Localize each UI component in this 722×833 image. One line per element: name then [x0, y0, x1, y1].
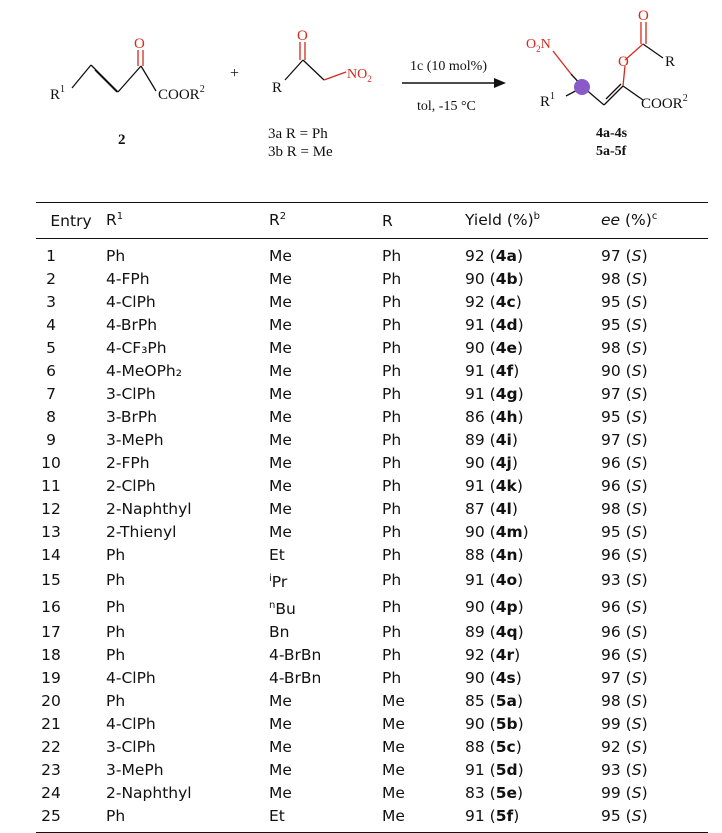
table-row — [36, 314, 708, 337]
configuration: S — [631, 500, 642, 518]
cell-yield: 89 (4i) — [465, 431, 518, 449]
cell-entry: 1 — [46, 247, 56, 265]
cell-entry: 6 — [46, 362, 56, 380]
cell-ee: 96 (S) — [601, 598, 648, 617]
cell-r1: 3-BrPh — [106, 408, 158, 426]
table-row — [36, 521, 708, 544]
cell-entry: 10 — [41, 454, 61, 472]
cell-r2: Me — [269, 431, 292, 449]
table-row — [36, 268, 708, 291]
table-row — [36, 498, 708, 521]
cell-entry: 22 — [41, 738, 61, 757]
compound-label: 4j — [495, 454, 512, 472]
cell-ee: 97 (S) — [601, 431, 648, 449]
cell-yield: 91 (4o) — [465, 571, 524, 590]
compound-label: 4n — [495, 546, 518, 564]
compound-label: 4m — [495, 523, 523, 541]
cell-r: Ph — [382, 316, 402, 334]
cell-r: Ph — [382, 362, 402, 380]
cell-r1: 3-ClPh — [106, 385, 156, 403]
cell-entry: 2 — [46, 270, 56, 288]
header-r1: $R^1$ — [106, 203, 269, 239]
cell-entry: 8 — [46, 408, 56, 426]
compound-label: 5c — [495, 738, 516, 757]
table-row — [36, 594, 708, 621]
table-row — [36, 452, 708, 475]
table-row — [36, 429, 708, 452]
cell-r2: Me — [269, 339, 292, 357]
cell-entry: 4 — [46, 316, 56, 334]
cell-entry: 24 — [41, 784, 61, 803]
cell-entry: 15 — [41, 571, 61, 590]
configuration: S — [631, 546, 642, 564]
cell-ee: 99 (S) — [601, 784, 648, 803]
table-row — [36, 644, 708, 667]
configuration: S — [631, 571, 642, 590]
compound-label: 4p — [495, 598, 518, 617]
cell-r1: 3-MePh — [106, 431, 164, 449]
product-label-4: 4a-4s — [596, 126, 628, 141]
cell-ee: 95 (S) — [601, 293, 648, 311]
cell-r: Ph — [382, 385, 402, 403]
cell-yield: 91 (4g) — [465, 385, 524, 403]
cell-r2: 4-BrBn — [269, 669, 322, 688]
cell-entry: 17 — [41, 623, 61, 642]
cell-entry: 25 — [36, 805, 106, 833]
configuration: S — [631, 784, 642, 803]
table-row — [36, 736, 708, 759]
cell-r: Ph — [382, 500, 402, 518]
table-row — [36, 782, 708, 805]
cell-yield: 89 (4q) — [465, 623, 524, 642]
table-row — [36, 805, 708, 833]
cell-ee: 97 (S) — [601, 669, 648, 688]
reactant-3-nitro: $NO_2$ — [347, 67, 372, 84]
cell-yield: 91 (5d) — [465, 761, 524, 780]
cell-yield: 90 (4j) — [465, 454, 518, 472]
cell-ee: 92 (S) — [601, 738, 648, 757]
cell-ee: 93 (S) — [601, 571, 648, 590]
cell-entry: 3 — [46, 293, 56, 311]
cell-yield: 87 (4l) — [465, 500, 518, 518]
table-row — [36, 475, 708, 498]
configuration: S — [631, 669, 642, 688]
cell-r1: 3-ClPh — [106, 738, 156, 757]
cell-yield: 90 (4s) — [465, 669, 522, 688]
cell-r1: Ph — [106, 598, 126, 617]
cell-r: Ph — [382, 339, 402, 357]
configuration: S — [631, 408, 642, 426]
compound-label: 4i — [495, 431, 512, 449]
compound-label: 4s — [495, 669, 516, 688]
product-label-5: 5a-5f — [596, 144, 627, 159]
table-header-row — [36, 203, 708, 239]
configuration: S — [631, 385, 642, 403]
cell-r: Ph — [382, 646, 402, 665]
cell-ee: 93 (S) — [601, 761, 648, 780]
compound-label: 4l — [495, 500, 512, 518]
reactant-3-label-3b: 3b R = Me — [268, 144, 333, 160]
cell-r: Ph — [382, 247, 402, 265]
cell-r1: 4-BrPh — [106, 316, 158, 334]
cell-r: Ph — [382, 598, 402, 617]
reactant-2-r1: $R^1$ — [50, 84, 66, 103]
cell-r: Ph — [382, 571, 402, 590]
compound-label: 4r — [495, 646, 515, 665]
cell-entry: 5 — [46, 339, 56, 357]
configuration: S — [631, 316, 642, 334]
product-ester-oxygen: O — [618, 54, 629, 70]
cell-r2: Me — [269, 247, 292, 265]
configuration: S — [631, 646, 642, 665]
table-row — [36, 360, 708, 383]
cell-entry: 21 — [41, 715, 61, 734]
cell-r: Ph — [382, 546, 402, 564]
reactant-3-r: R — [272, 80, 283, 96]
configuration: S — [631, 598, 642, 617]
compound-label: 4h — [495, 408, 518, 426]
cell-ee: 98 (S) — [601, 500, 648, 518]
cell-r: Me — [382, 692, 405, 711]
cell-yield: 92 (4a) — [465, 247, 524, 265]
cell-r1: 4-ClPh — [106, 293, 156, 311]
cell-r2: Bn — [269, 623, 290, 642]
cell-r1: 4-ClPh — [106, 669, 156, 688]
compound-label: 4c — [495, 293, 516, 311]
table-row — [36, 544, 708, 567]
table-row — [36, 239, 708, 269]
cell-r2: Me — [269, 477, 292, 495]
reactant-2-number: 2 — [118, 132, 126, 148]
cell-r1: 2-FPh — [106, 454, 150, 472]
cell-entry: 7 — [46, 385, 56, 403]
stereocenter-marker — [574, 79, 590, 95]
cell-r: Ph — [382, 623, 402, 642]
cell-yield: 90 (4m) — [465, 523, 529, 541]
cell-r: Ph — [382, 477, 402, 495]
cell-entry: 13 — [41, 523, 61, 541]
reactant-2-ester: COOR$^2$ — [158, 84, 205, 103]
configuration: S — [631, 692, 642, 711]
cell-yield: 92 (4r) — [465, 646, 521, 665]
table-row — [36, 690, 708, 713]
cell-yield: 86 (4h) — [465, 408, 524, 426]
table-row — [36, 291, 708, 314]
configuration: S — [631, 454, 642, 472]
cell-ee: 98 (S) — [601, 692, 648, 711]
cell-r: Me — [382, 784, 405, 803]
cell-yield: 85 (5a) — [465, 692, 524, 711]
cell-ee: 98 (S) — [601, 270, 648, 288]
cell-entry: 9 — [46, 431, 56, 449]
cell-entry: 11 — [41, 477, 61, 495]
cell-r2: Me — [269, 761, 292, 780]
cell-r: Me — [382, 805, 465, 833]
configuration: S — [631, 523, 642, 541]
cell-yield: 83 (5e) — [465, 784, 524, 803]
r2-prefix: n — [269, 600, 276, 612]
reactant-2-oxygen: O — [134, 36, 145, 52]
cell-r1: 2-Thienyl — [106, 523, 177, 541]
cell-r1: 4-ClPh — [106, 715, 156, 734]
cell-yield: 88 (5c) — [465, 738, 522, 757]
cell-yield: 90 (4e) — [465, 339, 524, 357]
compound-label: 5e — [495, 784, 518, 803]
cell-r1: Ph — [106, 623, 126, 642]
configuration: S — [631, 339, 642, 357]
cell-ee: 96 (S) — [601, 646, 648, 665]
configuration: S — [631, 715, 642, 734]
cell-r2: Me — [269, 385, 292, 403]
compound-label: 4k — [495, 477, 517, 495]
cell-r2: Me — [269, 784, 292, 803]
cell-entry: 19 — [41, 669, 61, 688]
cell-r1: 4-FPh — [106, 270, 150, 288]
plus-sign: + — [230, 65, 240, 82]
compound-label: 4d — [495, 316, 518, 334]
arrow-head — [494, 78, 506, 88]
table-body — [36, 239, 708, 833]
configuration: S — [631, 738, 642, 757]
cell-r1: Ph — [106, 646, 126, 665]
product-carbonyl-oxygen: O — [638, 8, 649, 24]
reactant-3-structure — [285, 42, 346, 80]
product-r1: $R^1$ — [540, 91, 556, 110]
cell-r: Ph — [382, 408, 402, 426]
cell-r1: 4-MeOPh₂ — [106, 362, 182, 380]
cell-ee: 96 (S) — [601, 454, 648, 472]
table-row — [36, 667, 708, 690]
compound-label: 4o — [495, 571, 518, 590]
cell-yield: 90 (4b) — [465, 270, 524, 288]
cell-r: Ph — [382, 523, 402, 541]
cell-r2: Me — [269, 738, 292, 757]
table-row — [36, 406, 708, 429]
cell-ee: 95 (S) — [601, 805, 708, 833]
cell-ee: 96 (S) — [601, 477, 648, 495]
cell-ee: 96 (S) — [601, 546, 648, 564]
compound-label: 5f — [495, 807, 514, 826]
configuration: S — [631, 270, 642, 288]
catalyst-label: 1c (10 mol%) — [410, 59, 487, 74]
cell-yield: 90 (5b) — [465, 715, 524, 734]
cell-yield: 90 (4p) — [465, 598, 524, 617]
configuration: S — [631, 293, 642, 311]
compound-label: 5d — [495, 761, 518, 780]
cell-yield: 91 (4k) — [465, 477, 523, 495]
cell-r1: 4-CF₃Ph — [106, 339, 167, 357]
cell-r2: Me — [269, 454, 292, 472]
cell-r1: 2-ClPh — [106, 477, 156, 495]
cell-r2: Me — [269, 715, 292, 734]
configuration: S — [631, 807, 642, 826]
compound-label: 4e — [495, 339, 518, 357]
compound-label: 4q — [495, 623, 518, 642]
reactant-3-label-3a: 3a R = Ph — [268, 126, 328, 142]
reaction-scheme — [0, 0, 722, 200]
cell-r2: Me — [269, 692, 292, 711]
cell-r: Ph — [382, 669, 402, 688]
cell-r2: 4-BrBn — [269, 646, 322, 665]
product-nitro: $O_2N$ — [526, 37, 551, 54]
cell-r2: Me — [269, 408, 292, 426]
cell-r2: Et — [269, 805, 382, 833]
compound-label: 4a — [495, 247, 517, 265]
cell-r2: $^n$Bu — [269, 600, 296, 619]
cell-entry: 12 — [41, 500, 61, 518]
cell-r: Ph — [382, 454, 402, 472]
cell-r2: Me — [269, 316, 292, 334]
cell-r: Ph — [382, 270, 402, 288]
table-row — [36, 567, 708, 594]
compound-label: 4g — [495, 385, 518, 403]
table-row — [36, 621, 708, 644]
cell-ee: 97 (S) — [601, 385, 648, 403]
cell-ee: 96 (S) — [601, 623, 648, 642]
reactant-3-oxygen: O — [297, 28, 308, 44]
cell-r: Ph — [382, 293, 402, 311]
header-r2: $R^2$ — [269, 203, 382, 239]
results-table — [36, 202, 708, 833]
cell-yield: 91 (4d) — [465, 316, 524, 334]
cell-r2: Me — [269, 270, 292, 288]
cell-yield: 91 (5f) — [465, 805, 601, 833]
configuration: S — [631, 761, 642, 780]
cell-ee: 90 (S) — [601, 362, 648, 380]
cell-entry: 20 — [41, 692, 61, 711]
cell-r: Me — [382, 738, 405, 757]
cell-r2: Me — [269, 523, 292, 541]
configuration: S — [631, 477, 642, 495]
configuration: S — [631, 247, 642, 265]
r2-prefix: i — [269, 573, 272, 584]
cell-r: Ph — [382, 431, 402, 449]
cell-ee: 95 (S) — [601, 523, 648, 541]
cell-r2: Me — [269, 293, 292, 311]
product-structure — [553, 22, 663, 105]
cell-r1: 3-MePh — [106, 761, 164, 780]
cell-yield: 91 (4f) — [465, 362, 520, 380]
product-r: R — [665, 54, 676, 70]
reactant-2-structure — [72, 50, 156, 92]
cell-yield: 88 (4n) — [465, 546, 524, 564]
cell-entry: 18 — [41, 646, 61, 665]
cell-r1: 2-Naphthyl — [106, 784, 192, 803]
cell-ee: 99 (S) — [601, 715, 648, 734]
cell-entry: 16 — [41, 598, 61, 617]
header-yield: Yield (%)$^b$ — [465, 203, 601, 239]
cell-yield: 92 (4c) — [465, 293, 522, 311]
cell-r1: Ph — [106, 247, 126, 265]
cell-r: Me — [382, 761, 405, 780]
cell-r: Me — [382, 715, 405, 734]
cell-ee: 95 (S) — [601, 408, 648, 426]
compound-label: 5b — [495, 715, 518, 734]
configuration: S — [631, 623, 642, 642]
cell-r1: Ph — [106, 546, 126, 564]
cell-entry: 23 — [41, 761, 61, 780]
cell-entry: 14 — [41, 546, 61, 564]
cell-ee: 97 (S) — [601, 247, 648, 265]
table-row — [36, 713, 708, 736]
table-row — [36, 383, 708, 406]
compound-label: 4b — [495, 270, 518, 288]
cell-r1: Ph — [106, 692, 126, 711]
compound-label: 4f — [495, 362, 514, 380]
cell-r2: Me — [269, 362, 292, 380]
solvent-label: tol, -15 °C — [417, 99, 476, 114]
configuration: S — [631, 431, 642, 449]
cell-r1: 2-Naphthyl — [106, 500, 192, 518]
cell-r1: Ph — [106, 571, 126, 590]
header-r: R — [382, 203, 465, 239]
cell-r2: Me — [269, 500, 292, 518]
compound-label: 5a — [495, 692, 517, 711]
cell-ee: 95 (S) — [601, 316, 648, 334]
product-ester: COOR$^2$ — [641, 93, 688, 112]
table-row — [36, 759, 708, 782]
configuration: S — [631, 362, 642, 380]
table-row — [36, 337, 708, 360]
cell-ee: 98 (S) — [601, 339, 648, 357]
cell-r2: Et — [269, 546, 285, 564]
header-ee: ee (%)$^c$ — [601, 203, 708, 239]
header-entry: Entry — [36, 203, 106, 239]
cell-r2: $^i$Pr — [269, 573, 288, 592]
cell-r1: Ph — [106, 805, 269, 833]
